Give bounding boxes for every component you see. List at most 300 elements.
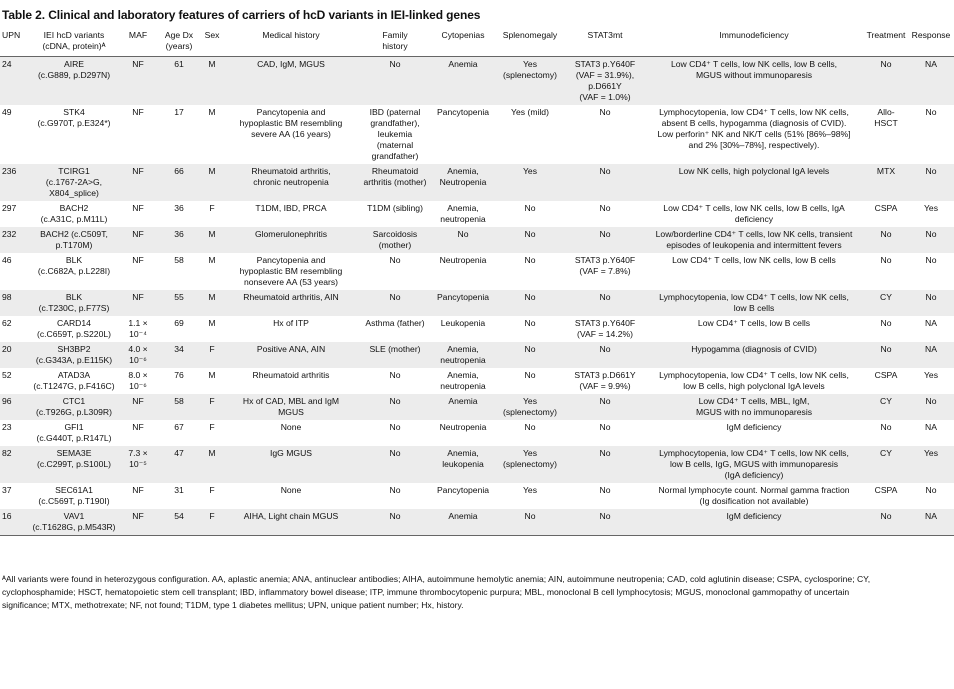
cell-line: 23 bbox=[2, 422, 12, 432]
cell-line: No bbox=[599, 107, 611, 117]
cell-family bbox=[358, 420, 432, 446]
cell-stat3 bbox=[566, 290, 644, 316]
cell-upn bbox=[0, 316, 30, 342]
cell-maf bbox=[118, 446, 158, 483]
cell-line: No bbox=[880, 318, 892, 328]
cell-line: CSPA bbox=[874, 485, 898, 495]
cell-upn bbox=[0, 164, 30, 201]
cell-line: No bbox=[925, 396, 937, 406]
cell-line: VAV1 bbox=[63, 511, 85, 521]
cell-line: arthritis (mother) bbox=[363, 177, 427, 187]
column-header-line: Cytopenias bbox=[441, 30, 485, 40]
cell-line: 55 bbox=[174, 292, 184, 302]
cell-line: No bbox=[599, 511, 611, 521]
cell-immunodeficiency bbox=[644, 420, 864, 446]
cell-line: neutropenia bbox=[440, 381, 486, 391]
cell-line: (c.T926G, p.L309R) bbox=[36, 407, 112, 417]
cell-line: STK4 bbox=[63, 107, 85, 117]
cell-line: Anemia bbox=[448, 59, 478, 69]
column-header-line: (years) bbox=[165, 41, 193, 51]
cell-response bbox=[908, 227, 954, 253]
cell-cytopenias bbox=[432, 368, 494, 394]
cell-upn bbox=[0, 290, 30, 316]
cell-line: Sarcoidosis bbox=[372, 229, 418, 239]
column-header-stat3 bbox=[566, 28, 644, 57]
cell-maf bbox=[118, 420, 158, 446]
cell-line: 24 bbox=[2, 59, 12, 69]
column-header-line: Family bbox=[382, 30, 408, 40]
cell-line: 76 bbox=[174, 370, 184, 380]
cell-history bbox=[224, 368, 358, 394]
cell-line: Anemia, bbox=[447, 166, 479, 176]
cell-response bbox=[908, 509, 954, 536]
cell-sex bbox=[200, 420, 224, 446]
cell-line: M bbox=[208, 448, 216, 458]
cell-response bbox=[908, 253, 954, 290]
cell-line: Normal lymphocyte count. Normal gamma fraction bbox=[658, 485, 850, 495]
cell-treatment bbox=[864, 368, 908, 394]
cell-cytopenias bbox=[432, 201, 494, 227]
cell-line: NF bbox=[132, 229, 144, 239]
cell-line: neutropenia bbox=[440, 355, 486, 365]
cell-variant bbox=[30, 57, 118, 106]
cell-stat3 bbox=[566, 446, 644, 483]
cell-line: 61 bbox=[174, 59, 184, 69]
cell-splenomegaly bbox=[494, 105, 566, 164]
cell-history bbox=[224, 201, 358, 227]
cell-line: Yes bbox=[522, 448, 538, 458]
cell-line: (c.C299T, p.S100L) bbox=[36, 459, 112, 469]
column-header-line: history bbox=[382, 41, 408, 51]
column-header-line: Age Dx bbox=[164, 30, 194, 40]
cell-line: 17 bbox=[174, 107, 184, 117]
cell-line: Pancytopenia bbox=[436, 107, 490, 117]
cell-age bbox=[158, 201, 200, 227]
cell-splenomegaly bbox=[494, 483, 566, 509]
cell-line: Rheumatoid arthritis, AIN bbox=[243, 292, 339, 302]
cell-family bbox=[358, 446, 432, 483]
cell-line: MGUS with no immunoparesis bbox=[695, 407, 813, 417]
cell-line: No bbox=[389, 396, 401, 406]
cell-line: Anemia, bbox=[447, 344, 479, 354]
cell-age bbox=[158, 290, 200, 316]
cell-line: Anemia, bbox=[447, 448, 479, 458]
cell-stat3 bbox=[566, 253, 644, 290]
cell-line: (c.T230C, p.F77S) bbox=[38, 303, 110, 313]
cell-sex bbox=[200, 105, 224, 164]
cell-line: STAT3 p.D661Y bbox=[574, 370, 636, 380]
cell-line: No bbox=[389, 448, 401, 458]
cell-line: No bbox=[599, 396, 611, 406]
cell-line: Hx of ITP bbox=[273, 318, 309, 328]
cell-line: 54 bbox=[174, 511, 184, 521]
cell-line: NF bbox=[132, 422, 144, 432]
cell-response bbox=[908, 342, 954, 368]
cell-line: NA bbox=[925, 422, 937, 432]
cell-history bbox=[224, 253, 358, 290]
cell-cytopenias bbox=[432, 446, 494, 483]
cell-upn bbox=[0, 368, 30, 394]
column-header-line: Response bbox=[911, 30, 951, 40]
cell-line: STAT3 p.Y640F bbox=[574, 318, 636, 328]
cell-line: (VAF = 14.2%) bbox=[577, 329, 633, 339]
column-header-sex bbox=[200, 28, 224, 57]
cell-line: (c.1767-2A>G, bbox=[45, 177, 103, 187]
cell-line: 4.0 × 10⁻⁶ bbox=[128, 344, 148, 365]
cell-maf bbox=[118, 227, 158, 253]
cell-treatment bbox=[864, 420, 908, 446]
cell-line: NF bbox=[132, 511, 144, 521]
cell-line: M bbox=[208, 318, 216, 328]
cell-line: deficiency bbox=[734, 214, 774, 224]
cell-line: 16 bbox=[2, 511, 12, 521]
table-row bbox=[0, 57, 954, 106]
cell-variant bbox=[30, 253, 118, 290]
cell-splenomegaly bbox=[494, 164, 566, 201]
cell-line: NA bbox=[925, 318, 937, 328]
cell-upn bbox=[0, 201, 30, 227]
cell-line: NF bbox=[132, 485, 144, 495]
table-footnote: ᴬAll variants were found in heterozygous configuration. AA, aplastic anemia; ANA, antinuclear antibodies; AIHA, autoimmune hemolytic anemia; AIN, autoimmune neutropenia; CAD, cold aglutinin disease; CSPA, cyclosporine; CY, cyclophosphamide; HSCT, hematopoietic stem cell transplant; IBD, inflammatory bowel disease; ITP, immune thrombocytopenic purpura; MBL, monoclonal B cell lymphocytosis; MGUS, monoclonal gammopathy of uncertain significance; MTX, methotrexate; NF, not found; T1DM, type 1 diabetes mellitus; UPN, unique patient number; Hx, history. bbox=[2, 574, 871, 610]
cell-family bbox=[358, 316, 432, 342]
cell-maf bbox=[118, 394, 158, 420]
cell-line: (c.G440T, p.R147L) bbox=[36, 433, 112, 443]
cell-line: NF bbox=[132, 203, 144, 213]
cell-line: Low CD4⁺ T cells, low B cells bbox=[697, 318, 811, 328]
cell-upn bbox=[0, 227, 30, 253]
cell-line: F bbox=[209, 485, 215, 495]
cell-history bbox=[224, 164, 358, 201]
cell-line: 58 bbox=[174, 396, 184, 406]
cell-line: None bbox=[280, 485, 302, 495]
cell-line: 31 bbox=[174, 485, 184, 495]
table-title: Table 2. Clinical and laboratory features of carriers of hcD variants in IEI-linked genes bbox=[2, 8, 481, 22]
cell-line: STAT3 p.Y640F bbox=[574, 255, 636, 265]
cell-sex bbox=[200, 290, 224, 316]
cell-line: Anemia, bbox=[447, 203, 479, 213]
cell-cytopenias bbox=[432, 509, 494, 536]
column-header-line: Immunodeficiency bbox=[719, 30, 789, 40]
cell-stat3 bbox=[566, 483, 644, 509]
cell-line: hypoplastic BM resembling bbox=[239, 118, 343, 128]
cell-treatment bbox=[864, 342, 908, 368]
cell-variant bbox=[30, 290, 118, 316]
clinical-features-table bbox=[0, 28, 954, 536]
cell-line: NA bbox=[925, 59, 937, 69]
cell-treatment bbox=[864, 105, 908, 164]
cell-line: Yes bbox=[522, 396, 538, 406]
column-header-variant bbox=[30, 28, 118, 57]
cell-upn bbox=[0, 105, 30, 164]
cell-treatment bbox=[864, 201, 908, 227]
cell-line: CAD, IgM, MGUS bbox=[257, 59, 325, 69]
cell-splenomegaly bbox=[494, 394, 566, 420]
column-header-cytopenias bbox=[432, 28, 494, 57]
cell-line: Lymphocytopenia, low CD4⁺ T cells, low NK cells, bbox=[659, 448, 849, 458]
cell-line: IgM deficiency bbox=[726, 422, 782, 432]
cell-sex bbox=[200, 446, 224, 483]
cell-line: BACH2 bbox=[59, 203, 89, 213]
cell-line: NF bbox=[132, 396, 144, 406]
cell-line: No bbox=[599, 344, 611, 354]
cell-line: No bbox=[389, 292, 401, 302]
cell-family bbox=[358, 394, 432, 420]
cell-line: M bbox=[208, 59, 216, 69]
cell-age bbox=[158, 394, 200, 420]
cell-line: 96 bbox=[2, 396, 12, 406]
cell-sex bbox=[200, 201, 224, 227]
cell-line: (VAF = 9.9%) bbox=[579, 381, 631, 391]
cell-variant bbox=[30, 420, 118, 446]
cell-line: 236 bbox=[2, 166, 17, 176]
cell-line: CY bbox=[880, 292, 892, 302]
cell-line: M bbox=[208, 255, 216, 265]
cell-line: CARD14 bbox=[57, 318, 91, 328]
cell-line: Allo-HSCT bbox=[874, 107, 898, 128]
cell-line: Pancytopenia bbox=[436, 485, 490, 495]
cell-line: No bbox=[925, 255, 937, 265]
cell-line: Low CD4⁺ T cells, low NK cells, low B cells, bbox=[670, 59, 838, 69]
cell-line: (c.G889, p.D297N) bbox=[37, 70, 111, 80]
cell-upn bbox=[0, 420, 30, 446]
cell-age bbox=[158, 420, 200, 446]
cell-sex bbox=[200, 509, 224, 536]
cell-line: No bbox=[880, 255, 892, 265]
cell-line: Neutropenia bbox=[439, 422, 487, 432]
cell-stat3 bbox=[566, 368, 644, 394]
cell-line: No bbox=[925, 292, 937, 302]
cell-line: IgG MGUS bbox=[269, 448, 313, 458]
cell-line: Glomerulonephritis bbox=[254, 229, 328, 239]
cell-line: BLK bbox=[65, 292, 83, 302]
cell-age bbox=[158, 57, 200, 106]
column-header-line: UPN bbox=[2, 30, 21, 40]
column-header-splenomegaly bbox=[494, 28, 566, 57]
cell-age bbox=[158, 342, 200, 368]
table-row bbox=[0, 509, 954, 536]
cell-line: IBD (paternal bbox=[369, 107, 421, 117]
cell-history bbox=[224, 483, 358, 509]
cell-response bbox=[908, 420, 954, 446]
cell-history bbox=[224, 105, 358, 164]
cell-line: MTX bbox=[876, 166, 896, 176]
cell-cytopenias bbox=[432, 164, 494, 201]
cell-maf bbox=[118, 201, 158, 227]
cell-stat3 bbox=[566, 394, 644, 420]
cell-line: (VAF = 1.0%) bbox=[579, 92, 631, 102]
cell-treatment bbox=[864, 394, 908, 420]
cell-line: 82 bbox=[2, 448, 12, 458]
cell-line: Leukopenia bbox=[440, 318, 486, 328]
cell-maf bbox=[118, 290, 158, 316]
cell-age bbox=[158, 446, 200, 483]
cell-line: (IgA deficiency) bbox=[724, 470, 784, 480]
cell-line: No bbox=[457, 229, 469, 239]
table-row bbox=[0, 316, 954, 342]
cell-immunodeficiency bbox=[644, 316, 864, 342]
cell-line: Positive ANA, AIN bbox=[256, 344, 326, 354]
cell-line: F bbox=[209, 511, 215, 521]
cell-line: No bbox=[599, 485, 611, 495]
cell-line: No bbox=[524, 229, 536, 239]
cell-line: 47 bbox=[174, 448, 184, 458]
cell-line: CSPA bbox=[874, 370, 898, 380]
cell-variant bbox=[30, 394, 118, 420]
cell-line: (splenectomy) bbox=[503, 407, 557, 417]
cell-immunodeficiency bbox=[644, 201, 864, 227]
cell-line: No bbox=[599, 203, 611, 213]
column-header-history bbox=[224, 28, 358, 57]
cell-cytopenias bbox=[432, 483, 494, 509]
cell-line: low B cells, high polyclonal IgA levels bbox=[683, 381, 825, 391]
cell-line: Yes bbox=[923, 203, 939, 213]
cell-line: No bbox=[524, 292, 536, 302]
cell-family bbox=[358, 483, 432, 509]
cell-line: Yes bbox=[923, 370, 939, 380]
cell-line: 8.0 × 10⁻⁶ bbox=[128, 370, 148, 391]
cell-variant bbox=[30, 201, 118, 227]
cell-treatment bbox=[864, 290, 908, 316]
cell-line: No bbox=[925, 485, 937, 495]
cell-maf bbox=[118, 253, 158, 290]
cell-line: 297 bbox=[2, 203, 17, 213]
cell-line: No bbox=[880, 59, 892, 69]
cell-maf bbox=[118, 483, 158, 509]
table-row bbox=[0, 164, 954, 201]
cell-variant bbox=[30, 316, 118, 342]
cell-upn bbox=[0, 394, 30, 420]
cell-line: (c.C659T, p.S220L) bbox=[36, 329, 112, 339]
cell-line: Rheumatoid bbox=[371, 166, 419, 176]
cell-line: No bbox=[524, 203, 536, 213]
table-row bbox=[0, 105, 954, 164]
cell-line: Yes bbox=[522, 166, 538, 176]
column-header-line: Sex bbox=[204, 30, 220, 40]
cell-line: NF bbox=[132, 107, 144, 117]
column-header-treatment bbox=[864, 28, 908, 57]
cell-line: neutropenia bbox=[440, 214, 486, 224]
cell-stat3 bbox=[566, 420, 644, 446]
cell-immunodeficiency bbox=[644, 509, 864, 536]
column-header-response bbox=[908, 28, 954, 57]
cell-line: No bbox=[389, 485, 401, 495]
cell-age bbox=[158, 483, 200, 509]
table-row bbox=[0, 201, 954, 227]
cell-line: MGUS bbox=[278, 407, 304, 417]
cell-variant bbox=[30, 368, 118, 394]
cell-line: STAT3 p.Y640F bbox=[574, 59, 636, 69]
cell-line: 36 bbox=[174, 229, 184, 239]
cell-line: Anemia bbox=[448, 511, 478, 521]
cell-line: (mother) bbox=[378, 240, 412, 250]
cell-line: NA bbox=[925, 344, 937, 354]
cell-line: M bbox=[208, 292, 216, 302]
column-header-line: (cDNA, protein)ᴬ bbox=[42, 41, 106, 51]
cell-line: F bbox=[209, 344, 215, 354]
cell-variant bbox=[30, 227, 118, 253]
cell-cytopenias bbox=[432, 253, 494, 290]
cell-family bbox=[358, 290, 432, 316]
cell-line: 46 bbox=[2, 255, 12, 265]
cell-line: No bbox=[389, 370, 401, 380]
cell-line: No bbox=[880, 229, 892, 239]
cell-stat3 bbox=[566, 164, 644, 201]
column-header-immunodeficiency bbox=[644, 28, 864, 57]
cell-line: NF bbox=[132, 166, 144, 176]
cell-variant bbox=[30, 342, 118, 368]
cell-treatment bbox=[864, 227, 908, 253]
cell-stat3 bbox=[566, 105, 644, 164]
cell-line: Pancytopenia bbox=[436, 292, 490, 302]
cell-splenomegaly bbox=[494, 420, 566, 446]
cell-history bbox=[224, 342, 358, 368]
cell-cytopenias bbox=[432, 394, 494, 420]
cell-line: 66 bbox=[174, 166, 184, 176]
cell-line: No bbox=[389, 511, 401, 521]
cell-line: p.T170M) bbox=[55, 240, 93, 250]
cell-line: Lymphocytopenia, low CD4⁺ T cells, low NK cells, bbox=[659, 107, 849, 117]
cell-response bbox=[908, 57, 954, 106]
cell-line: CY bbox=[880, 448, 892, 458]
cell-line: X804_splice) bbox=[49, 188, 99, 198]
cell-line: No bbox=[524, 422, 536, 432]
cell-splenomegaly bbox=[494, 509, 566, 536]
cell-line: Hx of CAD, MBL and IgM bbox=[242, 396, 340, 406]
cell-line: Neutropenia bbox=[439, 177, 487, 187]
cell-stat3 bbox=[566, 342, 644, 368]
cell-line: No bbox=[925, 107, 937, 117]
cell-line: No bbox=[880, 344, 892, 354]
cell-maf bbox=[118, 57, 158, 106]
cell-line: Anemia, bbox=[447, 370, 479, 380]
cell-line: BACH2 (c.C509T, bbox=[40, 229, 108, 239]
cell-splenomegaly bbox=[494, 57, 566, 106]
cell-line: CY bbox=[880, 396, 892, 406]
cell-variant bbox=[30, 446, 118, 483]
cell-line: No bbox=[524, 370, 536, 380]
column-header-line: Splenomegaly bbox=[502, 30, 558, 40]
cell-line: No bbox=[524, 318, 536, 328]
cell-line: Yes bbox=[923, 448, 939, 458]
cell-line: (VAF = 7.8%) bbox=[579, 266, 631, 276]
cell-immunodeficiency bbox=[644, 394, 864, 420]
cell-upn bbox=[0, 253, 30, 290]
cell-line: ATAD3A bbox=[57, 370, 91, 380]
cell-variant bbox=[30, 483, 118, 509]
cell-line: T1DM, IBD, PRCA bbox=[255, 203, 327, 213]
cell-line: Pancytopenia and bbox=[256, 255, 326, 265]
cell-line: No bbox=[925, 229, 937, 239]
cell-upn bbox=[0, 342, 30, 368]
cell-history bbox=[224, 446, 358, 483]
table-row bbox=[0, 368, 954, 394]
cell-family bbox=[358, 227, 432, 253]
cell-line: M bbox=[208, 107, 216, 117]
cell-maf bbox=[118, 164, 158, 201]
cell-line: Low NK cells, high polyclonal IgA levels bbox=[678, 166, 830, 176]
cell-line: F bbox=[209, 422, 215, 432]
cell-line: No bbox=[389, 422, 401, 432]
cell-variant bbox=[30, 105, 118, 164]
cell-line: hypoplastic BM resembling bbox=[239, 266, 343, 276]
cell-line: AIHA, Light chain MGUS bbox=[243, 511, 339, 521]
cell-line: absent B cells, hypogamma (diagnosis of CVID). bbox=[661, 118, 847, 128]
cell-line: Lymphocytopenia, low CD4⁺ T cells, low NK cells, bbox=[659, 370, 849, 380]
cell-line: 1.1 × 10⁻⁴ bbox=[128, 318, 148, 339]
cell-line: M bbox=[208, 229, 216, 239]
cell-splenomegaly bbox=[494, 227, 566, 253]
cell-line: No bbox=[389, 255, 401, 265]
